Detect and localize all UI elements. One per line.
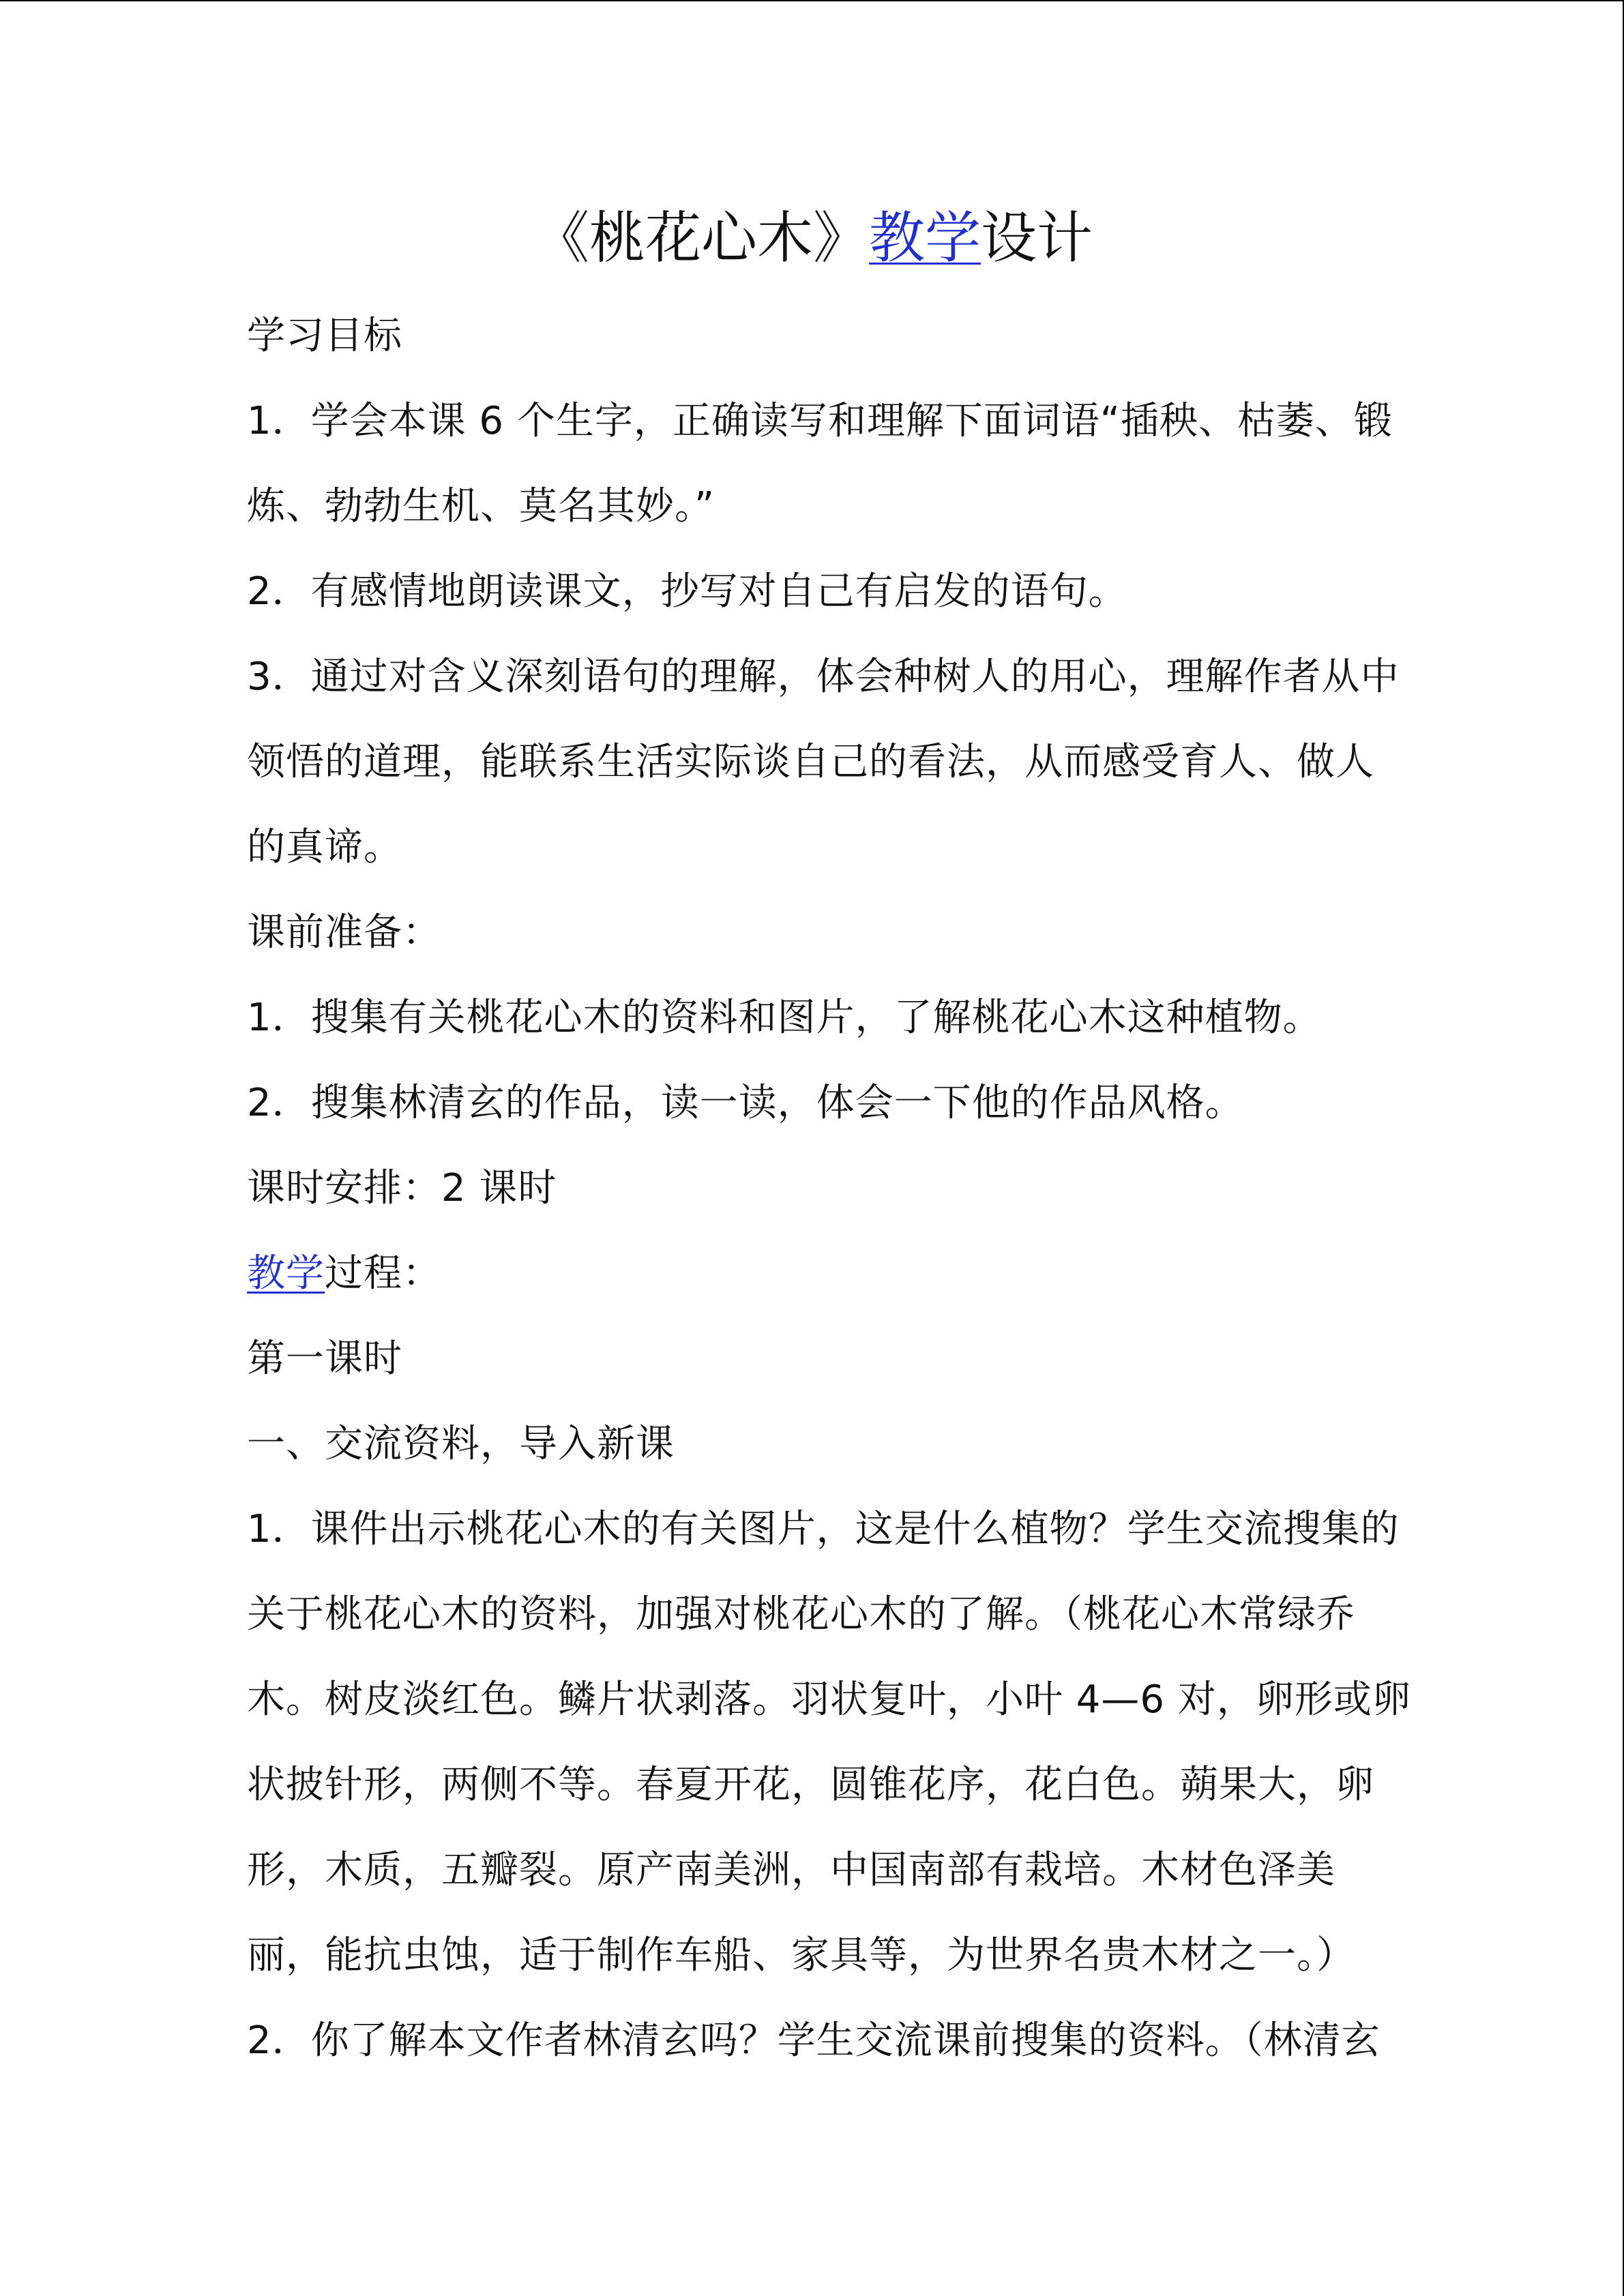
text-line: 炼、勃勃生机、莫名其妙。” (247, 484, 715, 528)
document-title (247, 198, 1379, 280)
process-heading-suffix: 过程： (325, 1251, 441, 1296)
text-line: 状披针形，两侧不等。春夏开花，圆锥花序，花白色。蒴果大，卵 (247, 1763, 1374, 1807)
text-line: 学习目标 (247, 314, 402, 358)
document-body (247, 293, 1411, 2083)
text-line: 2．搜集林清玄的作品，读一读，体会一下他的作品风格。 (247, 1081, 1244, 1125)
text-line: 1．搜集有关桃花心木的资料和图片，了解桃花心木这种植物。 (247, 996, 1322, 1040)
process-heading (247, 1231, 1379, 1316)
title-link-teaching[interactable]: 教学 (868, 206, 981, 271)
text-line: 课时安排：2 课时 (247, 1166, 557, 1210)
process-link-teaching[interactable]: 教学 (247, 1251, 325, 1296)
page-top-border (0, 0, 1624, 1)
text-line: 领悟的道理，能联系生活实际谈自己的看法，从而感受育人、做人 (247, 740, 1374, 784)
text-line: 2．有感情地朗读课文，抄写对自己有启发的语句。 (247, 569, 1127, 614)
text-line: 形，木质，五瓣裂。原产南美洲，中国南部有栽培。木材色泽美 (247, 1848, 1335, 1892)
text-line: 1．课件出示桃花心木的有关图片，这是什么植物？学生交流搜集的 (247, 1507, 1400, 1551)
text-line: 木。树皮淡红色。鳞片状剥落。羽状复叶，小叶 4—6 对，卵形或卵 (247, 1678, 1411, 1722)
title-prefix: 《桃花心木》 (533, 206, 869, 271)
text-line: 2．你了解本文作者林清玄吗？学生交流课前搜集的资料。（林清玄 (247, 2018, 1381, 2063)
text-line: 一、交流资料，导入新课 (247, 1422, 675, 1466)
title-suffix: 设计 (981, 206, 1093, 271)
text-line: 的真谛。 (247, 825, 402, 869)
text-line: 关于桃花心木的资料，加强对桃花心木的了解。（桃花心木常绿乔 (247, 1592, 1355, 1637)
text-line: 第一课时 (247, 1337, 402, 1381)
text-line: 丽，能抗虫蚀，适于制作车船、家具等，为世界名贵木材之一。） (247, 1933, 1355, 1978)
text-line: 课前准备： (247, 910, 441, 955)
text-line: 3．通过对含义深刻语句的理解，体会种树人的用心，理解作者从中 (247, 655, 1400, 699)
text-line: 1．学会本课 6 个生字，正确读写和理解下面词语“插秧、枯萎、锻 (247, 399, 1393, 443)
